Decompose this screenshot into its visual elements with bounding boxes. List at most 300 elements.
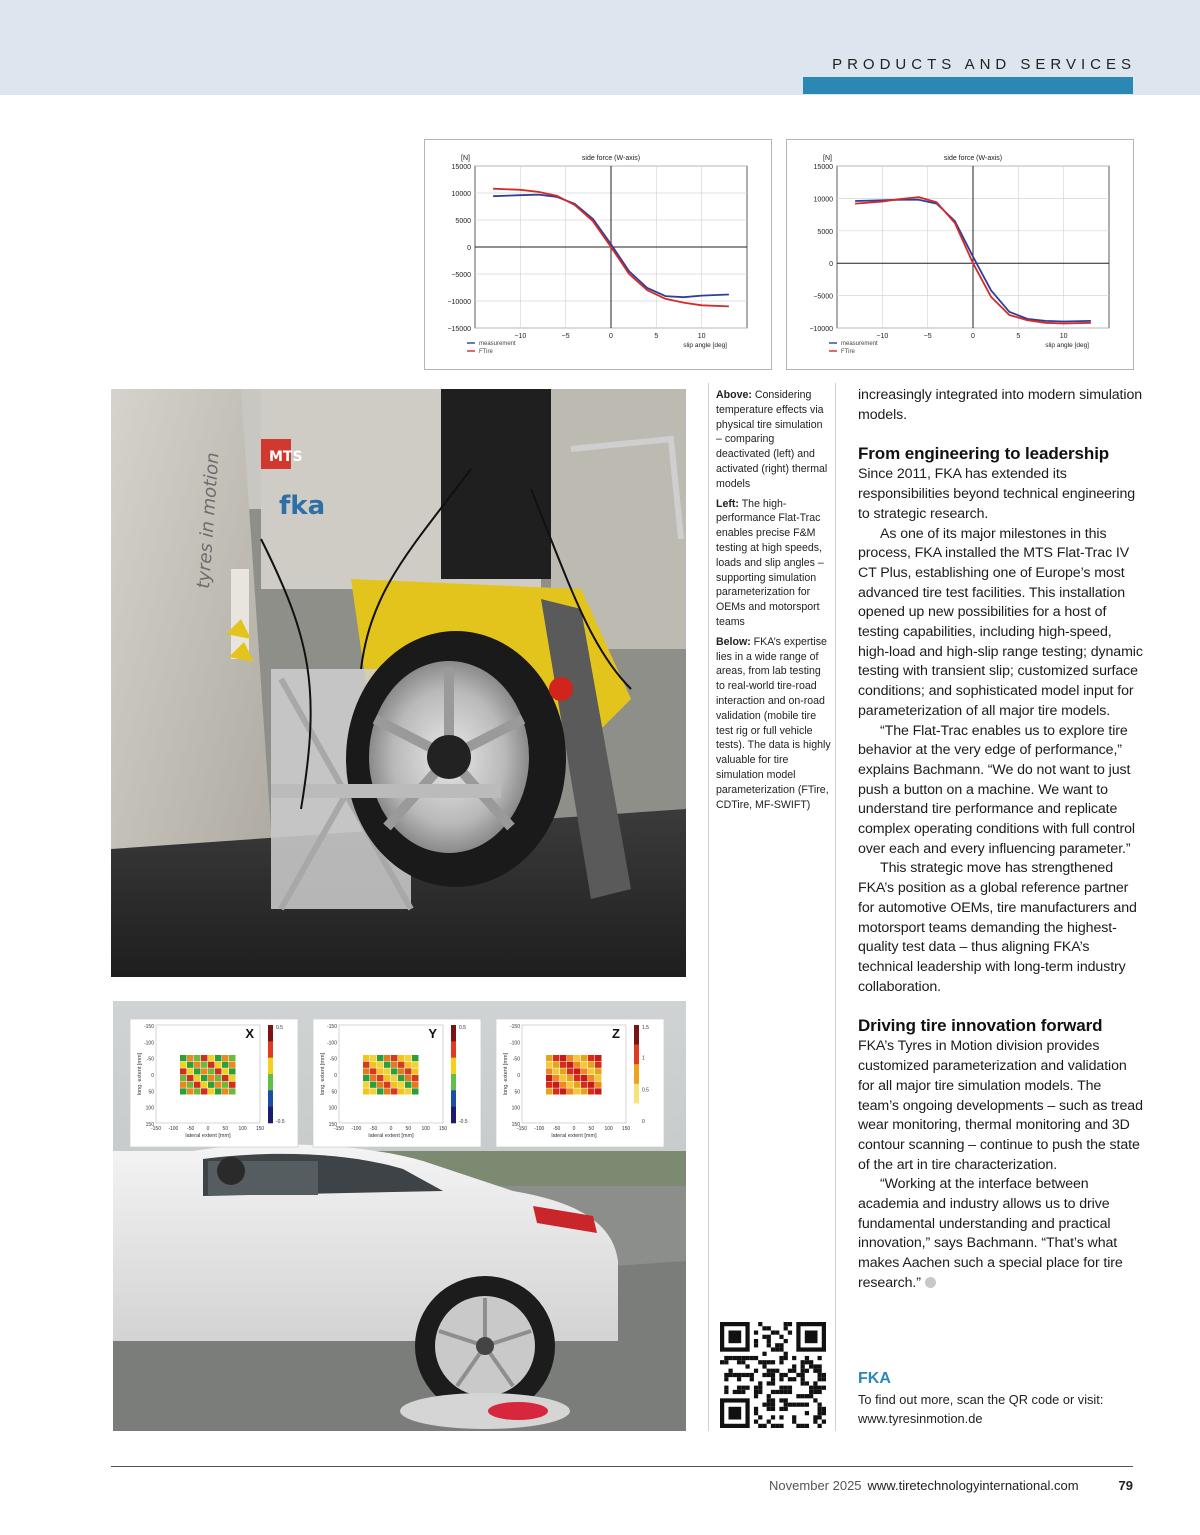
- qr-module: [775, 1330, 779, 1334]
- heading-engineering-leadership: From engineering to leadership: [858, 444, 1110, 464]
- qr-module: [771, 1373, 775, 1377]
- qr-module: [818, 1364, 822, 1368]
- article-paragraph: “The Flat-Trac enables us to explore tire behavior at the very edge of performance,” explains Bachmann. “We do not want to just push a button on a machine. We want to understand tire performance and replicate complex operating conditions with full control over each and every influencing parameter.”: [858, 722, 1135, 857]
- qr-module: [767, 1407, 771, 1411]
- heatmap-cell: [377, 1082, 384, 1088]
- heatmap-cell: [363, 1062, 370, 1068]
- heatmap-cell: [229, 1088, 236, 1094]
- heatmap-cell: [546, 1062, 553, 1068]
- qr-module: [758, 1424, 762, 1428]
- heatmap-cell: [398, 1068, 405, 1074]
- heatmap-x-tick: 50: [222, 1126, 229, 1132]
- heatmap-cell: [581, 1055, 588, 1061]
- heatmap-cell: [384, 1082, 391, 1088]
- heatmap-y-tick: 150: [328, 1122, 337, 1128]
- qr-module: [801, 1364, 805, 1368]
- colorbar-mid-label: 1: [642, 1055, 645, 1062]
- heatmap-cell: [398, 1082, 405, 1088]
- qr-module: [775, 1390, 779, 1394]
- heatmap-y-tick: 150: [511, 1122, 520, 1128]
- qr-module: [822, 1386, 826, 1390]
- heatmap-cell: [222, 1068, 229, 1074]
- heatmap-cell: [412, 1088, 419, 1094]
- qr-module: [796, 1424, 800, 1428]
- qr-module: [771, 1403, 775, 1407]
- qr-module: [724, 1356, 728, 1360]
- qr-module: [818, 1386, 822, 1390]
- qr-module: [779, 1343, 783, 1347]
- qr-module: [750, 1373, 754, 1377]
- qr-module: [801, 1394, 805, 1398]
- qr-module: [733, 1373, 737, 1377]
- heatmap-cell: [391, 1082, 398, 1088]
- heatmap-cell: [405, 1055, 412, 1061]
- qr-module: [818, 1377, 822, 1381]
- qr-module: [737, 1377, 741, 1381]
- y-unit-label: [N]: [823, 155, 832, 162]
- qr-module: [813, 1364, 817, 1368]
- y-tick-label: −10000: [809, 326, 833, 333]
- qr-module: [771, 1398, 775, 1402]
- x-tick-label: −10: [876, 333, 889, 340]
- qr-module: [809, 1364, 813, 1368]
- qr-module: [762, 1326, 766, 1330]
- y-unit-label: [N]: [461, 155, 470, 162]
- heatmap-cell: [560, 1082, 567, 1088]
- heatmap-cell: [180, 1068, 187, 1074]
- y-tick-label: 5000: [817, 228, 833, 236]
- heatmap-axis-label: X: [245, 1026, 254, 1041]
- heatmap-x-label: lateral extent [mm]: [368, 1133, 414, 1139]
- heatmap-y-tick: -100: [509, 1040, 520, 1047]
- qr-module: [767, 1335, 771, 1339]
- qr-module: [754, 1343, 758, 1347]
- qr-module: [724, 1360, 728, 1364]
- qr-module: [779, 1386, 783, 1390]
- qr-module: [741, 1356, 745, 1360]
- qr-module: [754, 1339, 758, 1343]
- qr-module: [792, 1377, 796, 1381]
- x-tick-label: 10: [1059, 333, 1068, 340]
- qr-module: [737, 1390, 741, 1394]
- chart-title: side force (W-axis): [581, 155, 641, 162]
- heatmap-cell: [595, 1062, 602, 1068]
- heatmap-y-tick: 100: [328, 1105, 337, 1112]
- heatmap-cell: [215, 1055, 222, 1061]
- qr-module: [788, 1377, 792, 1381]
- qr-module: [822, 1377, 826, 1381]
- heatmap-cell: [595, 1075, 602, 1081]
- heatmap-y-tick: 0: [517, 1073, 520, 1079]
- heatmap-cell: [405, 1062, 412, 1068]
- heatmap-cell: [370, 1062, 377, 1068]
- heatmap-cell: [405, 1082, 412, 1088]
- heatmap-panel-y: [313, 1019, 481, 1147]
- heatmap-cell: [553, 1062, 560, 1068]
- y-tick-label: −15000: [447, 326, 471, 333]
- heatmap-cell: [180, 1062, 187, 1068]
- heatmap-cell: [370, 1055, 377, 1061]
- heatmap-cell: [229, 1082, 236, 1088]
- qr-module: [754, 1390, 758, 1394]
- qr-module: [779, 1415, 783, 1419]
- heatmap-y-tick: -50: [329, 1056, 337, 1063]
- qr-module: [741, 1390, 745, 1394]
- fka-logo-text: fka: [279, 491, 326, 521]
- article-paragraph: increasingly integrated into modern simulation models.: [858, 387, 1143, 423]
- qr-module: [809, 1360, 813, 1364]
- qr-module: [809, 1386, 813, 1390]
- qr-code[interactable]: [720, 1322, 826, 1428]
- qr-module: [745, 1356, 749, 1360]
- heatmap-cell: [405, 1068, 412, 1074]
- road-test-illustration: [113, 1001, 686, 1431]
- colorbar-top-label: 0.5: [276, 1025, 283, 1031]
- qr-module: [788, 1322, 792, 1326]
- colorbar-segment: [634, 1045, 639, 1065]
- qr-module: [801, 1381, 805, 1385]
- road-test-photo: [113, 1001, 686, 1431]
- heatmap-cell: [194, 1075, 201, 1081]
- qr-module: [822, 1407, 826, 1411]
- colorbar-segment: [634, 1084, 639, 1104]
- heatmap-cell: [574, 1075, 581, 1081]
- heatmap-y-tick: 50: [331, 1089, 337, 1096]
- qr-module: [792, 1403, 796, 1407]
- qr-module: [771, 1360, 775, 1364]
- caption-above-label: Above:: [716, 389, 752, 401]
- qr-module: [771, 1424, 775, 1428]
- qr-module: [728, 1369, 732, 1373]
- qr-module: [784, 1390, 788, 1394]
- heatmap-y-tick: 0: [334, 1073, 337, 1079]
- column-divider-right: [835, 383, 836, 1431]
- qr-module: [788, 1330, 792, 1334]
- heatmap-x-tick: 100: [421, 1126, 430, 1132]
- qr-module: [767, 1394, 771, 1398]
- qr-module: [822, 1420, 826, 1424]
- heatmap-cell: [180, 1075, 187, 1081]
- heatmap-cell: [222, 1055, 229, 1061]
- qr-module: [720, 1360, 724, 1364]
- qr-finder-core: [805, 1330, 818, 1343]
- qr-module: [771, 1390, 775, 1394]
- qr-module: [784, 1322, 788, 1326]
- y-tick-label: 5000: [455, 218, 471, 225]
- qr-module: [784, 1339, 788, 1343]
- qr-module: [767, 1339, 771, 1343]
- colorbar-segment: [268, 1041, 273, 1058]
- heatmap-cell: [574, 1055, 581, 1061]
- fka-website-link[interactable]: www.tyresinmotion.de: [858, 1411, 983, 1426]
- caption-left-label: Left:: [716, 497, 739, 510]
- heatmap-cell: [560, 1075, 567, 1081]
- chart-thermal-deactivated: [424, 139, 772, 370]
- chart-title: side force (W-axis): [943, 155, 1003, 162]
- qr-module: [805, 1356, 809, 1360]
- y-tick-label: −5000: [813, 293, 833, 301]
- qr-module: [805, 1411, 809, 1415]
- qr-module: [728, 1356, 732, 1360]
- article-final-text: “Working at the interface between academia and industry allows us to drive fundamental understanding and practical innovation,” says Bachmann. “That’s what makes Aachen such a special place for tire research.”: [858, 1176, 1123, 1291]
- qr-module: [801, 1377, 805, 1381]
- heatmap-cell: [588, 1075, 595, 1081]
- heatmap-y-tick: 50: [148, 1089, 154, 1096]
- heatmap-cell: [187, 1088, 194, 1094]
- heatmap-cell: [384, 1062, 391, 1068]
- heatmap-cell: [546, 1075, 553, 1081]
- heatmap-y-tick: -150: [509, 1024, 520, 1030]
- qr-module: [775, 1424, 779, 1428]
- heatmap-cell: [208, 1075, 215, 1081]
- x-tick-label: −10: [514, 333, 527, 340]
- heatmap-cell: [229, 1075, 236, 1081]
- qr-module: [724, 1377, 728, 1381]
- colorbar-segment: [451, 1074, 456, 1091]
- qr-module: [758, 1381, 762, 1385]
- heatmap-cell: [208, 1055, 215, 1061]
- heatmap-x-label: lateral extent [mm]: [551, 1133, 597, 1139]
- x-tick-label: −5: [561, 333, 570, 340]
- qr-module: [801, 1403, 805, 1407]
- heatmap-cell: [405, 1075, 412, 1081]
- qr-module: [767, 1398, 771, 1402]
- heatmap-cell: [384, 1075, 391, 1081]
- qr-module: [784, 1386, 788, 1390]
- heatmap-y-tick: -100: [143, 1040, 154, 1047]
- heatmap-cell: [208, 1062, 215, 1068]
- qr-module: [737, 1373, 741, 1377]
- qr-module: [813, 1398, 817, 1402]
- colorbar-segment: [268, 1058, 273, 1075]
- heatmap-x-tick: -150: [150, 1126, 162, 1132]
- heatmap-x-tick: 150: [438, 1126, 448, 1132]
- qr-module: [779, 1390, 783, 1394]
- x-tick-label: 0: [971, 333, 975, 340]
- fka-box-line1: To find out more, scan the QR code or visit:: [858, 1392, 1104, 1407]
- heatmap-x-tick: -150: [516, 1126, 528, 1132]
- x-tick-label: 0: [609, 333, 613, 340]
- heatmap-cell: [588, 1088, 595, 1094]
- heatmap-cell: [370, 1075, 377, 1081]
- heatmap-cell: [560, 1088, 567, 1094]
- caption-below-text: FKA’s expertise lies in a wide range of areas, from lab testing to real-world tire-road interaction and on-road validation (mobile tire test rig or full vehicle tests). The data is highly valuable for tire simulation model parameterization (FTire, CDTire, MF-SWIFT): [716, 635, 831, 811]
- heatmap-cell: [370, 1082, 377, 1088]
- heatmap-cell: [180, 1082, 187, 1088]
- colorbar-segment: [451, 1041, 456, 1058]
- heatmap-cell: [229, 1068, 236, 1074]
- heatmap-cell: [567, 1062, 574, 1068]
- heatmap-x-tick: 0: [206, 1126, 210, 1132]
- heatmap-cell: [391, 1068, 398, 1074]
- heatmap-cell: [560, 1068, 567, 1074]
- qr-module: [775, 1347, 779, 1351]
- heatmap-cell: [581, 1062, 588, 1068]
- chart-thermal-activated: [786, 139, 1134, 370]
- caption-column: [716, 388, 831, 817]
- x-tick-label: 10: [697, 333, 706, 340]
- x-tick-label: 5: [1016, 333, 1021, 340]
- heatmap-y-tick: -50: [146, 1056, 154, 1063]
- heatmap-cell: [595, 1082, 602, 1088]
- flat-trac-photo: [111, 389, 686, 977]
- qr-module: [771, 1407, 775, 1411]
- heatmap-panels: [130, 1019, 664, 1147]
- heatmap-cell: [567, 1088, 574, 1094]
- qr-module: [779, 1424, 783, 1428]
- y-tick-label: 15000: [813, 164, 833, 171]
- footer: [769, 1478, 1133, 1493]
- x-tick-label: 5: [654, 333, 659, 340]
- heatmap-cell: [567, 1075, 574, 1081]
- qr-finder-core: [728, 1330, 741, 1343]
- qr-module: [784, 1326, 788, 1330]
- heatmap-x-tick: 0: [572, 1126, 576, 1132]
- caption-left: [716, 497, 831, 630]
- qr-module: [818, 1407, 822, 1411]
- heatmap-cell: [574, 1088, 581, 1094]
- qr-module: [818, 1369, 822, 1373]
- heatmap-cell: [187, 1068, 194, 1074]
- heatmap-x-tick: -50: [370, 1126, 378, 1132]
- heatmap-y-tick: -150: [326, 1024, 337, 1030]
- qr-module: [801, 1360, 805, 1364]
- heatmap-y-tick: -100: [326, 1040, 337, 1047]
- qr-module: [754, 1356, 758, 1360]
- heatmap-cell: [588, 1068, 595, 1074]
- heatmap-cell: [201, 1075, 208, 1081]
- heatmap-cell: [581, 1082, 588, 1088]
- y-tick-label: −5000: [451, 272, 471, 279]
- heatmap-cell: [384, 1088, 391, 1094]
- heatmap-cell: [546, 1068, 553, 1074]
- heatmap-cell: [194, 1088, 201, 1094]
- qr-module: [724, 1390, 728, 1394]
- qr-module: [809, 1390, 813, 1394]
- caption-above: [716, 388, 831, 492]
- heatmap-x-tick: 50: [405, 1126, 412, 1132]
- qr-module: [784, 1373, 788, 1377]
- heatmap-axis-label: Z: [612, 1026, 620, 1041]
- qr-module: [796, 1394, 800, 1398]
- heatmap-cell: [553, 1082, 560, 1088]
- heatmap-cell: [201, 1055, 208, 1061]
- heading-tire-innovation: Driving tire innovation forward: [858, 1016, 1103, 1036]
- heatmap-axis-label: Y: [428, 1026, 437, 1041]
- colorbar-segment: [451, 1025, 456, 1042]
- heatmap-y-label: long. extent [mm]: [320, 1052, 326, 1096]
- qr-module: [724, 1373, 728, 1377]
- heatmap-cell: [384, 1055, 391, 1061]
- qr-module: [784, 1407, 788, 1411]
- heatmap-cell: [201, 1088, 208, 1094]
- qr-module: [767, 1343, 771, 1347]
- heatmap-cell: [546, 1082, 553, 1088]
- heatmap-cell: [595, 1088, 602, 1094]
- qr-module: [750, 1356, 754, 1360]
- qr-module: [818, 1424, 822, 1428]
- qr-module: [767, 1381, 771, 1385]
- qr-module: [805, 1381, 809, 1385]
- qr-module: [771, 1415, 775, 1419]
- qr-module: [737, 1356, 741, 1360]
- heatmap-x-label: lateral extent [mm]: [185, 1133, 231, 1139]
- qr-module: [758, 1415, 762, 1419]
- heatmap-cell: [588, 1082, 595, 1088]
- footer-issue-date: November 2025: [769, 1478, 862, 1493]
- mts-tag-text: MTS: [269, 449, 303, 465]
- footer-url[interactable]: www.tiretechnologyinternational.com: [867, 1478, 1079, 1493]
- heatmap-cell: [377, 1088, 384, 1094]
- heatmap-cell: [215, 1075, 222, 1081]
- qr-module: [805, 1424, 809, 1428]
- qr-module: [758, 1322, 762, 1326]
- qr-module: [784, 1356, 788, 1360]
- qr-module: [822, 1411, 826, 1415]
- heatmap-y-tick: -150: [143, 1024, 154, 1030]
- colorbar-segment: [451, 1107, 456, 1124]
- heatmap-cell: [187, 1082, 194, 1088]
- qr-module: [767, 1403, 771, 1407]
- heatmap-cell: [187, 1062, 194, 1068]
- qr-module: [779, 1360, 783, 1364]
- qr-module: [767, 1373, 771, 1377]
- qr-module: [754, 1330, 758, 1334]
- heatmap-cell: [412, 1068, 419, 1074]
- heatmap-x-tick: 100: [604, 1126, 613, 1132]
- qr-module: [813, 1381, 817, 1385]
- qr-module: [796, 1403, 800, 1407]
- qr-module: [805, 1403, 809, 1407]
- qr-module: [818, 1373, 822, 1377]
- qr-module: [779, 1373, 783, 1377]
- qr-module: [733, 1390, 737, 1394]
- heatmap-cell: [581, 1088, 588, 1094]
- legend-label: measurement: [841, 341, 878, 347]
- qr-module: [818, 1356, 822, 1360]
- qr-module: [745, 1386, 749, 1390]
- heatmap-cell: [412, 1055, 419, 1061]
- qr-module: [788, 1369, 792, 1373]
- heatmap-cell: [201, 1082, 208, 1088]
- heatmap-cell: [377, 1062, 384, 1068]
- heatmap-cell: [229, 1062, 236, 1068]
- colorbar-segment: [268, 1074, 273, 1091]
- qr-module: [796, 1373, 800, 1377]
- qr-module: [775, 1369, 779, 1373]
- qr-module: [818, 1390, 822, 1394]
- colorbar-top-label: 0.5: [459, 1025, 466, 1031]
- heatmap-cell: [391, 1055, 398, 1061]
- heatmap-cell: [363, 1068, 370, 1074]
- qr-module: [741, 1386, 745, 1390]
- qr-module: [813, 1415, 817, 1419]
- colorbar-segment: [268, 1107, 273, 1124]
- heatmap-cell: [567, 1068, 574, 1074]
- qr-module: [813, 1369, 817, 1373]
- heatmap-cell: [187, 1075, 194, 1081]
- qr-module: [779, 1398, 783, 1402]
- colorbar-bottom-label: 0: [642, 1119, 645, 1125]
- y-tick-label: 10000: [451, 191, 471, 198]
- chart-svg-right: [787, 140, 1133, 369]
- section-label: PRODUCTS AND SERVICES: [832, 56, 1136, 73]
- qr-module: [779, 1347, 783, 1351]
- heatmap-y-label: long. extent [mm]: [503, 1052, 509, 1096]
- article-paragraph: Since 2011, FKA has extended its responsibilities beyond technical engineering to strategic research.: [858, 466, 1136, 522]
- qr-module: [771, 1347, 775, 1351]
- qr-module: [737, 1360, 741, 1364]
